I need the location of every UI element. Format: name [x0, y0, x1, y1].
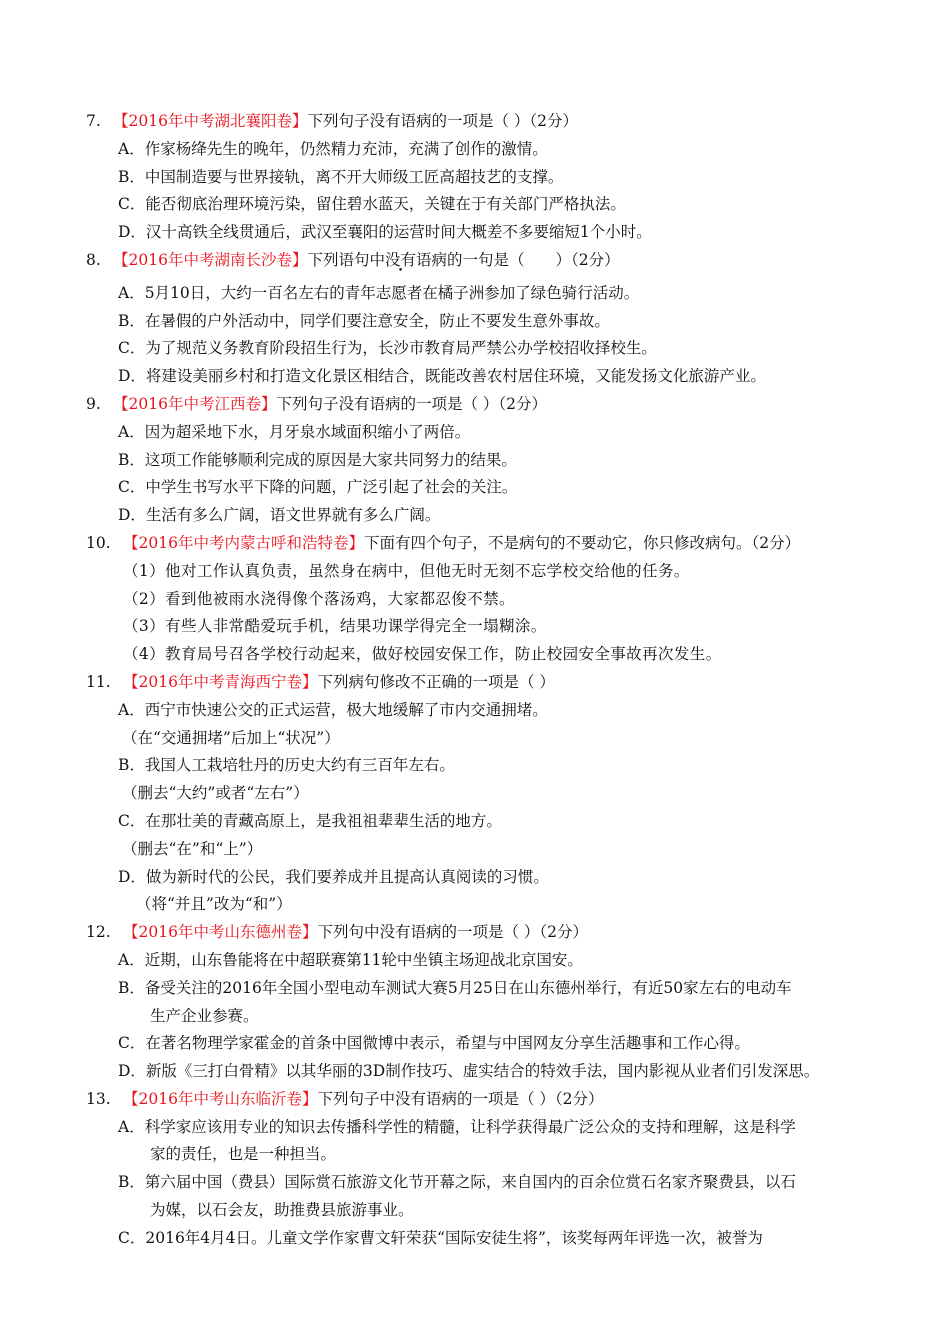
question-9-stem	[0, 391, 950, 419]
option-a: A．5月10日，大约一百名左右的青年志愿者在橘子洲参加了绿色骑行活动。	[118, 283, 640, 302]
exam-source: 【2016年中考湖北襄阳卷】	[113, 112, 308, 130]
question-stem: 下列句子没有语病的一项是（ ）（2分）	[276, 394, 547, 413]
question-text	[113, 247, 620, 275]
question-stem: 下列句中没有语病的一项是（ ）（2分）	[317, 923, 588, 942]
question-text	[113, 391, 547, 419]
sub-item-2: （2）看到他被雨水浇得像个落汤鸡，大家都忍俊不禁。	[123, 589, 515, 608]
option-b-continued: 生产企业参赛。	[150, 1006, 259, 1025]
question-number: 10.	[86, 533, 111, 552]
question-text	[123, 919, 588, 947]
revision-note: （将“并且”改为“和”）	[136, 895, 292, 914]
option-b: B．备受关注的2016年全国小型电动车测试大赛5月25日在山东德州举行，有近50家左右的电动车	[118, 978, 792, 997]
sub-item-3: （3）有些人非常酷爱玩手机，结果功课学得完全一塌糊涂。	[123, 617, 547, 636]
option-d: D．新版《三打白骨精》以其华丽的3D制作技巧、虚实结合的特效手法，国内影视从业者们引发深思。	[118, 1062, 820, 1081]
question-stem: 下列句子中没有语病的一项是（ ）（2分）	[317, 1089, 604, 1108]
revision-note: （删去“大约”或者“左右”）	[122, 784, 309, 803]
option-a: A．科学家应该用专业的知识去传播科学性的精髓，让科学获得最广泛公众的支持和理解，这是科学	[118, 1117, 796, 1136]
option-c: C．在著名物理学家霍金的首条中国微博中表示，希望与中国网友分享生活趣事和工作心得。	[118, 1034, 750, 1053]
option-b: B．我国人工栽培牡丹的历史大约有三百年左右。	[118, 756, 455, 775]
option-c: C．为了规范义务教育阶段招生行为，长沙市教育局严禁公办学校招收择校生。	[118, 339, 657, 358]
exam-source: 【2016年中考青海西宁卷】	[123, 672, 318, 691]
emphasis-dotted-text: 没有	[384, 250, 416, 269]
question-number: 12.	[86, 923, 111, 942]
option-d: D．汉十高铁全线贯通后，武汉至襄阳的运营时间大概差不多要缩短1个小时。	[118, 223, 652, 242]
question-stem-after: 语病的一句是（ ）（2分）	[415, 250, 620, 269]
question-13-stem	[0, 1086, 950, 1114]
option-b: B．这项工作能够顺利完成的原因是大家共同努力的结果。	[118, 450, 517, 469]
exam-source: 【2016年中考湖南长沙卷】	[113, 250, 308, 269]
option-c: C．在那壮美的青藏高原上，是我祖祖辈辈生活的地方。	[118, 811, 502, 830]
sub-item-4: （4）教育局号召各学校行动起来，做好校园安保工作，防止校园安全事故再次发生。	[123, 645, 722, 664]
option-d: D．将建设美丽乡村和打造文化景区相结合，既能改善农村居住环境，又能发扬文化旅游产业。	[118, 367, 766, 386]
option-a-continued: 家的责任，也是一种担当。	[150, 1145, 337, 1164]
option-d: D．做为新时代的公民，我们要养成并且提高认真阅读的习惯。	[118, 867, 549, 886]
option-d: D．生活有多么广阔，语文世界就有多么广阔。	[118, 506, 441, 525]
question-10-stem	[0, 530, 950, 558]
option-b: B．在暑假的户外活动中，同学们要注意安全，防止不要发生意外事故。	[118, 311, 610, 330]
sub-item-1: （1）他对工作认真负责，虽然身在病中，但他无时无刻不忘学校交给他的任务。	[123, 561, 690, 580]
document-page	[0, 108, 950, 1253]
question-text	[123, 530, 800, 558]
revision-note: （删去“在”和“上”）	[122, 839, 263, 858]
question-text	[123, 1086, 604, 1114]
option-c: C．能否彻底治理环境污染，留住碧水蓝天，关键在于有关部门严格执法。	[118, 195, 626, 214]
question-8-stem	[0, 247, 950, 275]
question-stem: 下列句子没有语病的一项是（ ）（2分）	[307, 112, 578, 130]
question-12-stem	[0, 919, 950, 947]
question-number: 9.	[86, 394, 101, 413]
question-text	[113, 108, 578, 136]
question-number: 11.	[86, 672, 111, 691]
exam-source: 【2016年中考山东德州卷】	[123, 923, 318, 942]
option-b-continued: 为媒，以石会友，助推费县旅游事业。	[150, 1201, 414, 1220]
exam-source: 【2016年中考山东临沂卷】	[123, 1089, 318, 1108]
question-stem: 下面有四个句子，不是病句的不要动它，你只修改病句。（2分）	[363, 533, 801, 552]
option-a: A．西宁市快速公交的正式运营，极大地缓解了市内交通拥堵。	[118, 700, 548, 719]
question-stem-before: 下列语句中	[307, 250, 385, 269]
option-c: C．中学生书写水平下降的问题，广泛引起了社会的关注。	[118, 478, 518, 497]
option-c: C．2016年4月4日。儿童文学作家曹文轩荣获“国际安徒生将”，该奖每两年评选一次，被誉为	[118, 1228, 763, 1247]
option-a: A．近期，山东鲁能将在中超联赛第11轮中坐镇主场迎战北京国安。	[118, 950, 583, 969]
exam-source: 【2016年中考江西卷】	[113, 394, 277, 413]
question-number: 8.	[86, 250, 101, 269]
question-number: 13.	[86, 1089, 111, 1108]
option-b: B．中国制造要与世界接轨，离不开大师级工匠高超技艺的支撑。	[118, 167, 564, 186]
question-stem: 下列病句修改不正确的一项是（ ）	[317, 672, 555, 691]
exam-source: 【2016年中考内蒙古呼和浩特卷】	[123, 533, 364, 552]
question-number: 7.	[86, 112, 101, 130]
option-a: A．作家杨绛先生的晚年，仍然精力充沛，充满了创作的激情。	[118, 139, 548, 158]
question-7-stem	[0, 108, 950, 136]
question-11-stem	[0, 669, 950, 697]
option-b: B．第六届中国（费县）国际赏石旅游文化节开幕之际，来自国内的百余位赏石名家齐聚费县，以石	[118, 1173, 796, 1192]
question-text	[123, 669, 555, 697]
option-a: A．因为超采地下水，月牙泉水域面积缩小了两倍。	[118, 422, 471, 441]
revision-note: （在“交通拥堵”后加上“状况”）	[122, 728, 340, 747]
